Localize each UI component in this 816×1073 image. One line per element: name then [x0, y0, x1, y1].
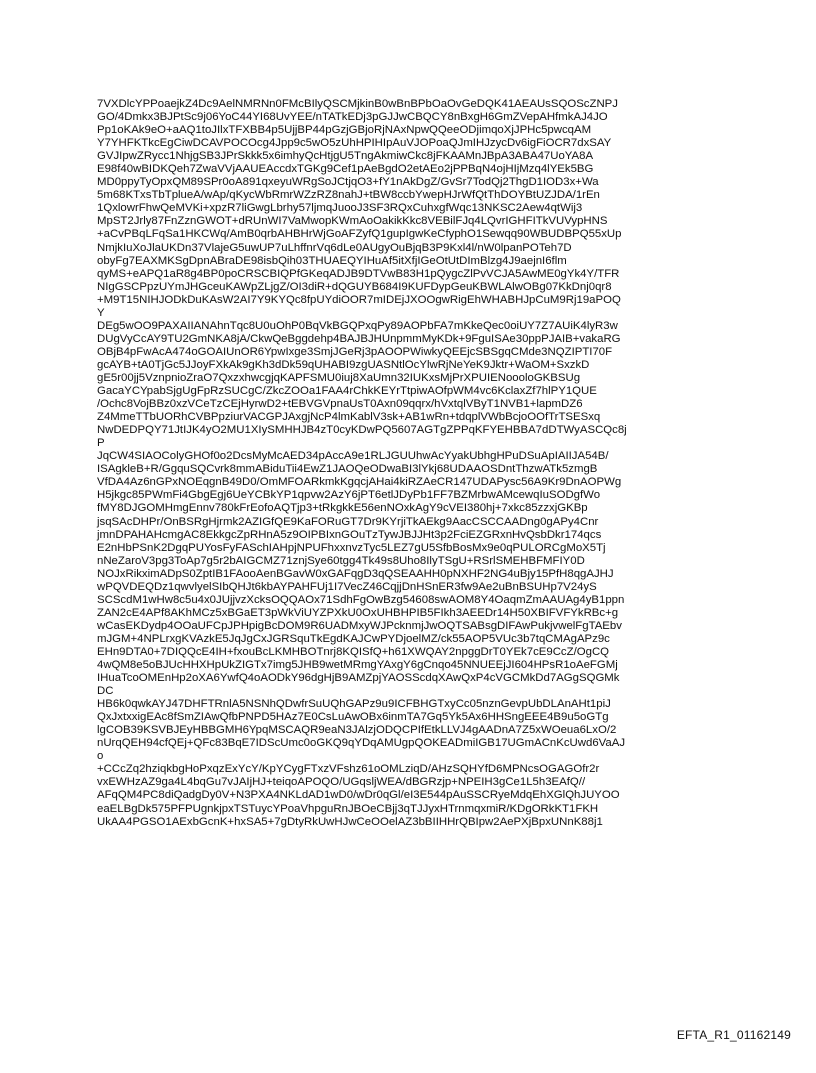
- text-line: UkAA4PGSO1AExbGcnK+hxSA5+7gDtyRkUwHJwCeOOelAZ3bBIIHHrQBIpw2AePXjBpxUNnK88j1: [97, 815, 603, 828]
- text-line: JqCW4SIAOColyGHOf0o2DcsMyMcAED34pAccA9e1RLJGUUhwAcYyakUbhgHPuDSuApIAIIJA54B/: [97, 450, 609, 463]
- encoded-text-block: [97, 98, 737, 829]
- text-line: SCScdM1wHw8c5u4x0JUjjvzXcksOQQAOx71SdhFgOwBzg54608swAOM8Y4OaqmZmAAUAg4yB1ppn: [97, 593, 625, 606]
- text-line: Z4MmeTTbUORhCVBPpziurVACGPJAxgjNcP4lmKablV3sk+AB1wRn+tdqplVWbBcjoOOfTrTSESxq: [97, 411, 601, 424]
- text-line: NOJxRikximADpS0ZptIB1FAooAenBGavW0xGAFqgD3qQSEAAHH0pNXHF2NG4uBjy15PfH8qgAJHJ: [97, 567, 614, 580]
- text-line: E98f40wBIDKQeh7ZwaVVjAAUEAccdxTGKg9Cef1pAeBgdO2etAEo2jPPBqN4ojHIjMzq4lYEk5BG: [97, 163, 594, 176]
- text-line: IHuaTcoOMEnHp2oXA6YwfQ4oAODkY96dgHjB9AMZpjYAOSScdqXAwQxP4cVGCMkDd7AGgSQGMk: [97, 672, 620, 685]
- text-line: +CCcZq2hziqkbgHoPxqzExYcY/KpYCygFTxzVFshz61oOMLziqD/AHzSQHYfD6MPNcsOGAGOfr2r: [97, 763, 600, 776]
- text-line: Y: [97, 306, 105, 319]
- text-line: QxJxtxxigEAc8fSmZIAwQfbPNPD5HAz7E0CsLuAwOBx6inmTA7Gq5Yk5Ax6HHSngEEE4B9u5oGTg: [97, 711, 609, 724]
- text-line: wCasEKDydp4OOaUFCpJPHpigBcDOM9R6UADMxyWJPcknmjJwOQTSABsgDIFAwPukjvwelFgTAEbv: [97, 619, 622, 632]
- text-line: 5m68KTxsTbTplueA/wAp/qKycWbRmrWZzRZ8nahJ+tBW8ccbYwepHJrWfQtThDOYBtUZJDA/1rEn: [97, 189, 600, 202]
- text-line: OBjB4pFwAcA474oGOAIUnOR6YpwIxge3SmjJGeRj3pAOOPWiwkyQEEjcSBSgqCMde3NQZIPTI70F: [97, 345, 613, 358]
- text-line: o: [97, 750, 104, 763]
- text-line: vxEWHzAZ9ga4L4bqGu7vJAIjHJ+teiqoAPOQO/UGqsljWEA/dBGRzjp+NPEIH3gCe1L5h3EAfQ//: [97, 776, 586, 789]
- text-line: AFqQM4PC8diQadgDy0V+N3PXA4NKLdAD1wD0/wDr0qGl/eI3E544pAuSSCRyeMdqEhXGlQhJUYOO: [97, 789, 620, 802]
- text-line: E2nHbPSnK2DgqPUYosFyFASchIAHpjNPUFhxxnvzTyc5LEZ7gU5SfbBosMx9e0qPULORCgMoX5Tj: [97, 541, 606, 554]
- text-line: DUgVyCcAY9TU2GmNKA8jA/CkwQeBggdehp4BAJBJHUnpmmMyKDk+9FguISAe30ppPJAIB+vakaRG: [97, 332, 621, 345]
- text-line: fMY8DJGOMHmgEnnv780kFrEofoAQTjp3+tRkgkkE56enNOxkAgY9cVEI380hj+7xkc85zzxjGKBp: [97, 502, 588, 515]
- text-line: VfDA4Az6nGPxNOEqgnB49D0/OmMFOARkmkKgqcjAHai4kiRZAeCR147UDAPysc56A9Kr9DnAOPWg: [97, 476, 622, 489]
- text-line: GacaYCYpabSjgUgFpRzSUCgC/ZkcZOOa1FAA4rChkKEYrTtpiwAOfpWM4vc6KclaxZf7hlPY1QUE: [97, 385, 597, 398]
- text-line: ISAgkleB+R/GgquSQCvrk8mmABiduTii4EwZ1JAOQeODwaBI3lYkj68UDAAOSDntThzwATk5zmgB: [97, 463, 598, 476]
- text-line: mJGM+4NPLrxgKVAzkE5JqJgCxJGRSquTkEgdKAJCwPYDjoelMZ/ck55AOP5VUc3b7tqCMAgAPz9c: [97, 632, 610, 645]
- document-id-label: EFTA_R1_01162149: [676, 1028, 791, 1042]
- text-line: EHn9DTA0+7DIQQcE4IH+fxouBcLKMHBOTnrj8KQISfQ+h61XWQAY2npggDrT0YEk7cE9CcZ/OgCQ: [97, 645, 610, 658]
- text-line: H5jkgc85PWmFi4GbgEgj6UeYCBkYP1qpvw2AzY6jPT6etlJDyPb1FF7BZMrbwAMcewqIuSODgfWo: [97, 489, 601, 502]
- text-line: HB6k0qwkAYJ47DHFTRnlA5NSNhQDwfrSuUQhGAPz9u9ICFBHGTxyCc05nznGevpUbDLAnAHt1piJ: [97, 698, 611, 711]
- text-line: qyMS+eAPQ1aR8g4BP0poCRSCBIQPfGKeqADJB9DTVwB83H1pQygcZlPvVCJA5AwME0gYk4Y/TFR: [97, 267, 620, 280]
- text-line: nNeZaroV3pg3ToAp7g5r2bAIGCMZ71znjSye60tgg4Tk49s8Uho8IlyTSgU+RSrlSMEHBFMFIY0D: [97, 554, 585, 567]
- text-line: Y7YHFKTkcEgCiwDCAVPOCOcg4Jpp9c5wO5zUhHPIHIpAuVJOPoaQJmIHJzycDv6igFiOCR7dxSAY: [97, 137, 612, 150]
- text-line: gcAYB+tA0TjGc5JJoyFXkAk9gKh3dDk59qUHABI9zgUASNtlOcYlwRjNeYeK9Jktr+WaOM+SxzkD: [97, 358, 590, 371]
- text-line: obyFg7EAXMKSgDpnABraDE98isbQih03THUAEQYIHuAf5itXfjIGeOtUtDImBlzg4J9aejnI6flm: [97, 254, 567, 267]
- text-line: MD0ppyTyOpxQM89SPr0oA891qxeyuWRgSoJCtjqO3+fY1nAkDgZ/GvSr7TodQj2ThgD1IOD3x+Wa: [97, 176, 599, 189]
- text-line: eaELBgDk575PFPUgnkjpxTSTuycYPoaVhpguRnJBOeCBjj3qTJJyxHTrnmqxmiR/KDgORkKT1FKH: [97, 802, 599, 815]
- text-line: NmjkIuXoJlaUKDn37VlajeG5uwUP7uLhffnrVq6dLe0AUgyOuBjqB3P9Kxl4l/nW0lpanPOTeh7D: [97, 241, 572, 254]
- text-line: GVJIpwZRycc1NhjgSB3JPrSkkk5x6imhyQcHtjgU5TngAkmiwCkc8jFKAAMnJBpA3ABA47UoYA8A: [97, 150, 594, 163]
- text-line: +M9T15NIHJODkDuKAsW2AI7Y9KYQc8fpUYdiOOR7mIDEjJXOOgwRigEhWHABHJpCuM9Rj19aPOQ: [97, 293, 621, 306]
- text-line: +aCvPBqLFqSa1HKCWq/AmB0qrbAHBHrWjGoAFZyfQ1gupIgwKeCfyphO1Sewqq90WBUDBPQ55xUp: [97, 228, 622, 241]
- text-line: gE5r00jj5VznpnioZraO7QxzxhwcgjqKAPFSMU0iuj8XaUmn32IUKxsMjPrXPUIENoooloGKBSUg: [97, 371, 581, 384]
- text-line: DC: [97, 685, 114, 698]
- text-line: NIgGSCPpzUYmJHGceuKAWpZLjgZ/OI3diR+dQGUYB684I9KUFDypGeuKBWLAlwOBg07KkDnj0qr8: [97, 280, 612, 293]
- text-line: ZAN2cE4APf8AKhMCz5xBGaET3pWkViUYZPXkU0OxUHBHPIB5FIkh3AEEDr14H50XBIFVFYkRBc+g: [97, 606, 619, 619]
- text-line: P: [97, 437, 105, 450]
- text-line: lgCOB39KSVBJEyHBBGMH6YpqMSCAQR9eaN3JAlzjODQCPIfEtkLLVJ4gAADnA7Z5xWOeua6LxO/2: [97, 724, 617, 737]
- text-line: DEg5wOO9PAXAIIANAhnTqc8U0uOhP0BqVkBGQPxqPy89AOPbFA7mKkeQec0oiUY7Z7AUiK4lyR3w: [97, 319, 618, 332]
- text-line: nUrqQEH94cfQEj+QFc83BqE7IDScUmc0oGKQ9qYDqAMUgpQOKEADmiIGB17UGmACnKcUwd6VaAJ: [97, 737, 626, 750]
- text-line: Pp1oKAk9eO+aAQ1toJIlxTFXBB4p5UjjBP44pGzjGBjoRjNAxNpwQQeeODjimqoXjJPHc5pwcqAM: [97, 124, 592, 137]
- text-line: MpST2Jrly87FnZznGWOT+dRUnWI7VaMwopKWmAoOakikKkc8VEBilFJq4LQvrIGHFITkVUVypHNS: [97, 215, 608, 228]
- text-line: jmnDPAHAHcmgAC8EkkgcZpRHnA5z9OIPBIxnGOuTzTywJBJJHt3p2FciEZGRxnHvQsbDkr174qcs: [97, 528, 602, 541]
- text-line: 1QxlowrFhwQeMVKi+xpzR7liGwgLbrhy57ljmqJuooJ3SF3RQxCuhxgfWqc13NKSC2Aew4qtWij3: [97, 202, 583, 215]
- text-line: jsqSAcDHPr/OnBSRgHjrmk2AZIGfQE9KaFORuGT7Dr9KYrjiTkAEkg9AacCSCCAADng0gAPy4Cnr: [97, 515, 599, 528]
- text-line: /Ochc8VojBBz0xzVCeTzCEjHyrwD2+tEBVGVpnaUsT0Axn09qqrx/hVxtqlVByT1NVB1+lapmDZ6: [97, 398, 583, 411]
- text-line: 4wQM8e5oBJUcHHXHpUkZIGTx7img5JHB9wetMRmgYAxgY6gCnqo45NNUEEjJI604HPsR1oAeFGMj: [97, 659, 618, 672]
- text-line: wPQVDEQDz1qwvlyelSIbQHJt6kbAYPAHFUj1I7VecZ46CqjjDnHSnER3fw9Ae2uBnBSUHp7V24yS: [97, 580, 597, 593]
- text-line: GO/4Dmkx3BJPtSc9j06YoC44YI68UvYEE/nTATkEDj3pGJJwCBQCY8nBxgH6GmZVepAHfmkAJ4JO: [97, 111, 608, 124]
- text-line: NwDEDPQY71JtIJK4yO2MU1XIySMHHJB4zT0cyKDwPQ5607AGTgZPPqKFYEHBBA7dDTWyASCQc8j: [97, 424, 627, 437]
- text-line: 7VXDlcYPPoaejkZ4Dc9AelNMRNn0FMcBIlyQSCMjkinB0wBnBPbOaOvGeDQK41AEAUsSQOScZNPJ: [97, 98, 618, 110]
